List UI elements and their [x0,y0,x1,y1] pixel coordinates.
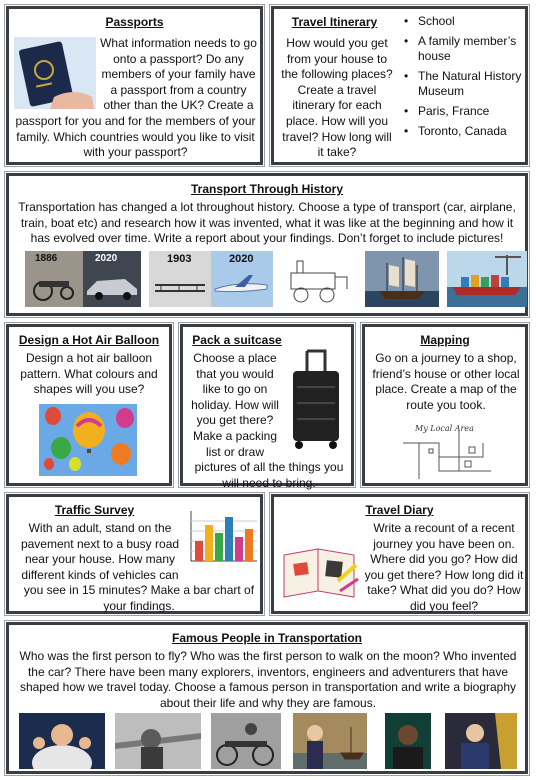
list-item: • A family member’s house [404,34,524,65]
passports-title: Passports [105,15,164,29]
early-car-photo [211,713,281,769]
astronaut-photo [19,713,105,769]
list-item: • The Natural History Museum [404,69,524,100]
cargo-ship-photo [447,251,527,307]
wrap-spacer [14,36,100,111]
traffic-text: With an adult, stand on the pavement next to a busy road near your house. How many different kinds of vehicles can you see in 15 minutes? Make a bar chart of your findings. [17,521,261,615]
suitcase-text: Choose a place that you would like to go on holiday. How will you get there? Make a packing list or draw pictures of all the things you will need to bring. [187,351,351,491]
itinerary-card [271,6,528,165]
balloon-title: Design a Hot Air Balloon [18,333,160,347]
balloon-card [6,324,172,486]
explorer-painting [293,713,367,769]
mapping-title: Mapping [420,333,470,347]
wrap-spacer [280,521,364,605]
steam-engine-drawing [283,251,355,307]
mapping-text: Go on a journey to a shop, friend’s house or other local place. Create a map of the route you took. [372,351,520,412]
famous-card [6,622,528,774]
car-year-old: 1886 [35,253,58,264]
balloon-text: Design a hot air balloon pattern. What colours and shapes will you use? [20,351,158,397]
racing-driver-photo [385,713,431,769]
car-year-new: 2020 [95,253,118,264]
traffic-title: Traffic Survey [54,503,135,517]
suitcase-card [180,324,354,490]
hot-air-balloons-photo [39,404,137,476]
itinerary-places-list [404,14,524,139]
engineer-photo [445,713,517,769]
aviator-photo [115,713,201,769]
car-history-photo [25,251,141,307]
passports-text: What information needs to go onto a passport? Do any members of your family have a passport from a country other than the UK? Create a passport for you and for the members of your family. Which countries would you like to visit with your passport? [15,36,257,160]
list-item: • School [404,14,524,30]
history-text: Transportation has changed a lot throughout history. Choose a type of transport (car, airplane, train, boat etc) and research how it was invented, what it was like at the beginning and how it has evolved over time. Write a report about your findings. Don’t forget to include pictures! [18,200,516,246]
itinerary-title: Travel Itinerary [291,15,378,29]
mapping-card [362,324,528,486]
wrap-spacer [283,351,351,453]
famous-title: Famous People in Transportation [171,631,363,645]
wrap-spacer [183,521,261,569]
passports-card [6,6,263,165]
diary-text: Write a recount of a recent journey you have been on. Where did you go? How did you get there? How long did it take? What did you do? How did you feel? [280,521,524,615]
list-item: • Paris, France [404,104,524,120]
suitcase-title: Pack a suitcase [192,333,282,347]
traffic-card [6,494,263,614]
diary-title: Travel Diary [365,503,434,517]
local-map-sketch [399,423,495,481]
plane-year-old: 1903 [167,253,192,265]
itinerary-text: How would you get from your house to the following places? Create a travel itinerary for each place. How will you travel? How long will it take? [281,36,393,160]
sailing-ship-painting [365,251,439,307]
history-card [6,173,528,316]
diary-card [271,494,528,614]
list-item: • Toronto, Canada [404,124,524,140]
plane-year-new: 2020 [229,253,254,265]
plane-history-photo [149,251,273,307]
map-label: My Local Area [415,424,474,433]
famous-text: Who was the first person to fly? Who was the first person to walk on the moon? Who invented the car? There have been many explorers, inventors, engineers and adventurers that have shaped how we travel today. Choose a famous person in transportation and write a biography about their life and why they are famous. [19,649,517,710]
history-title: Transport Through History [190,182,343,196]
